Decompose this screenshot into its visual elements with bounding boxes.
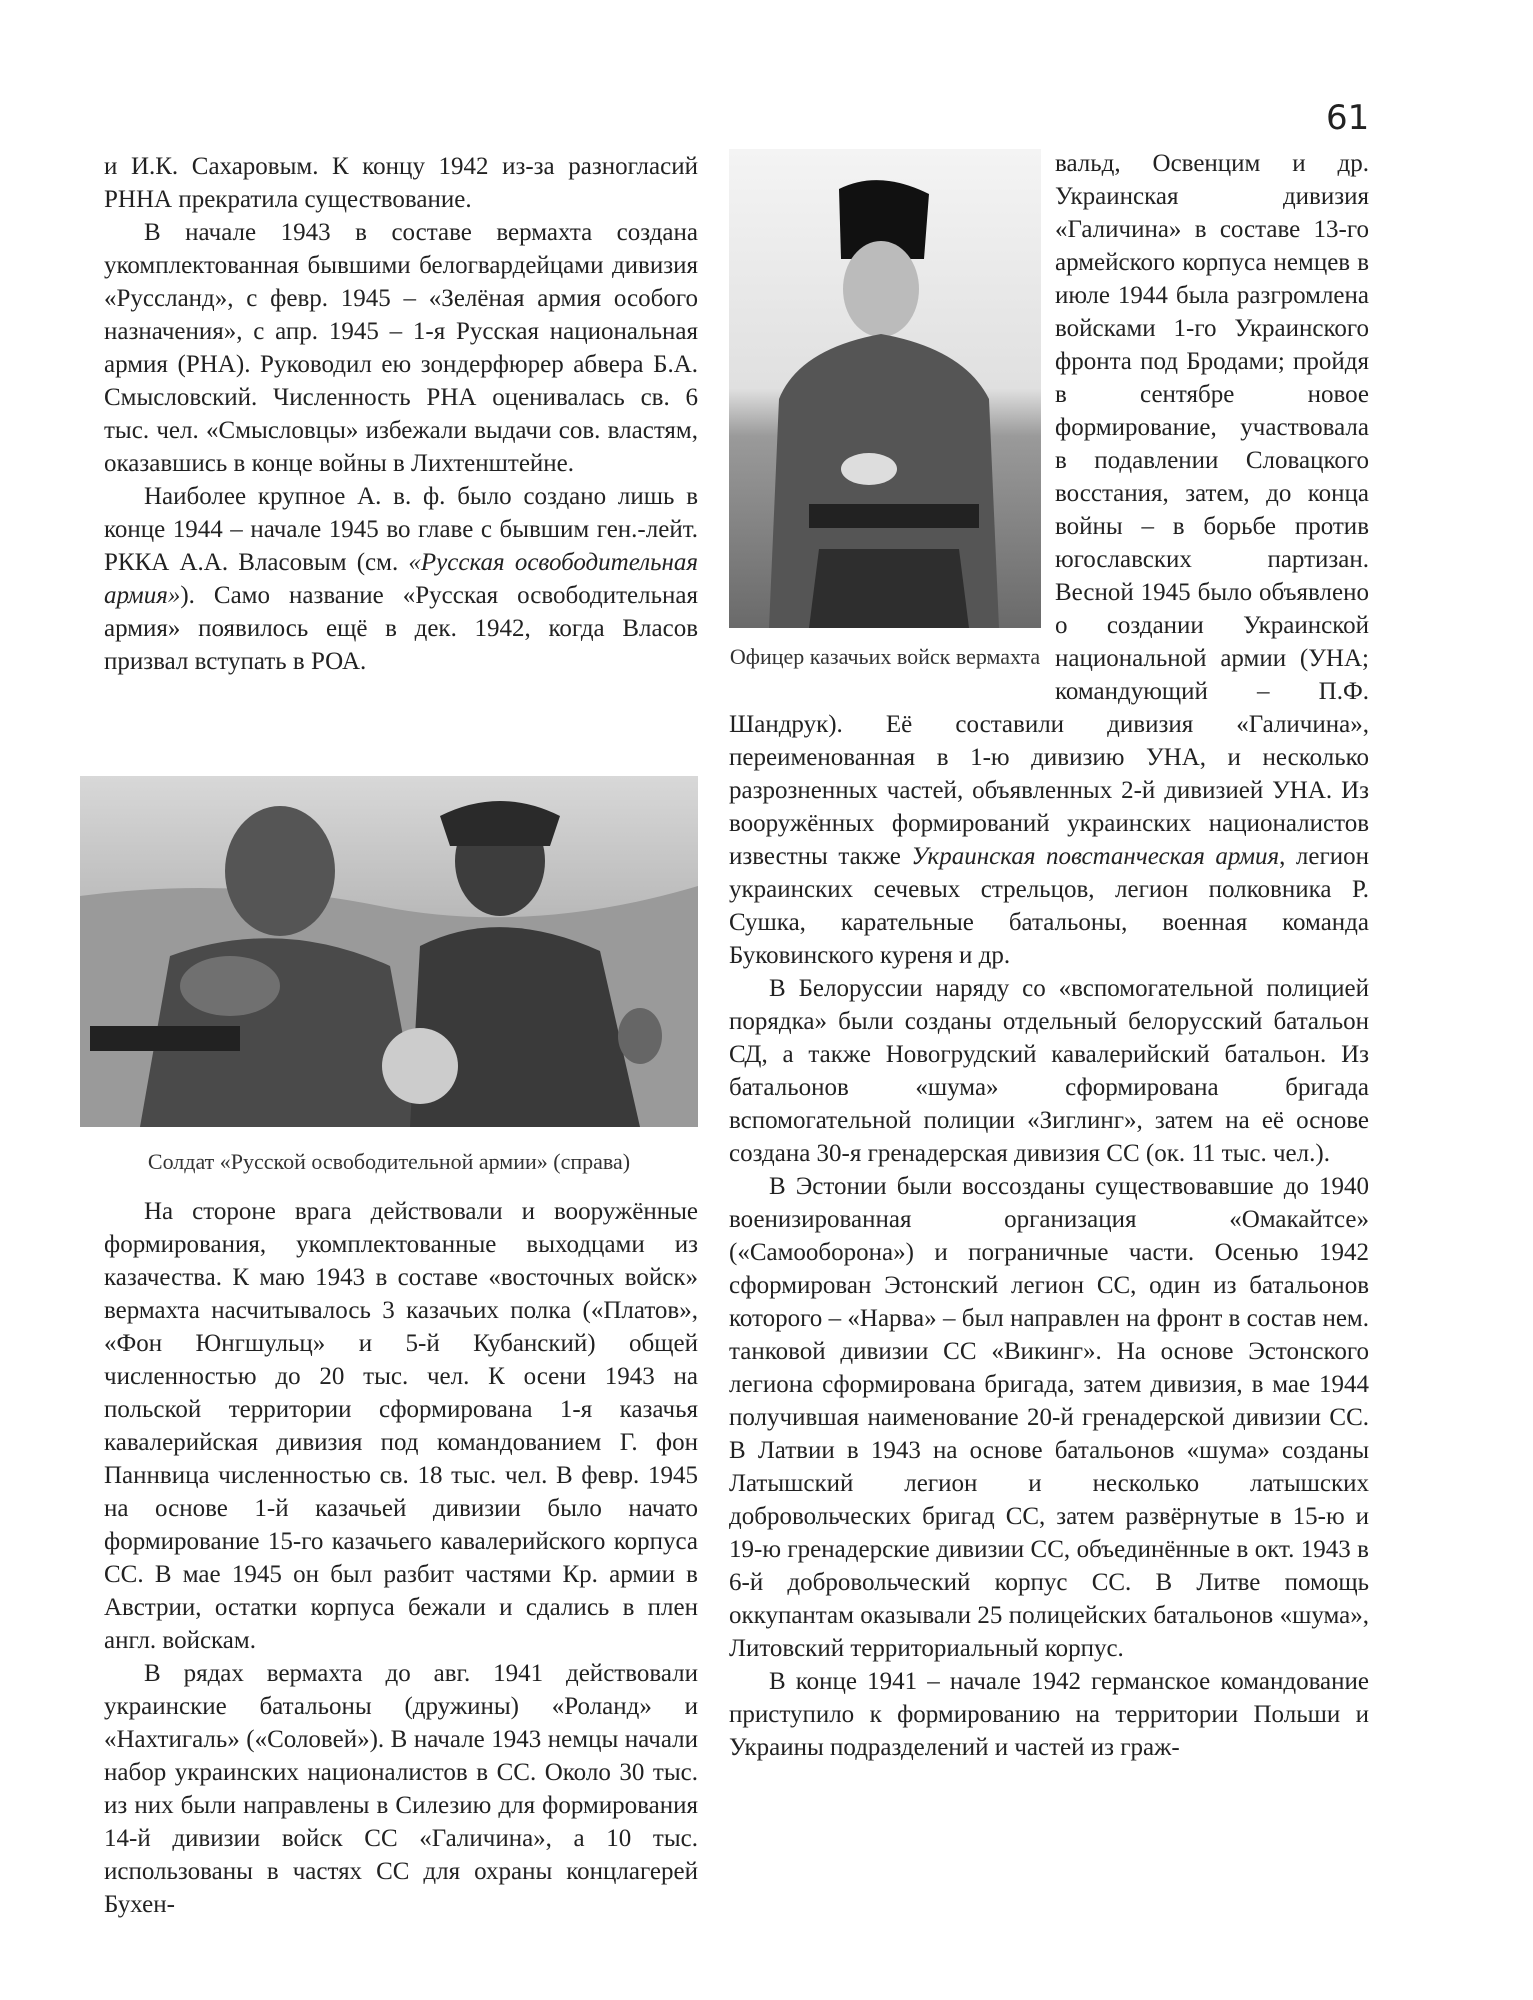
paragraph: В рядах вермахта до авг. 1941 действовали украинские батальоны (дружины) «Роланд» и «Нахтигаль» («Соловей»). В начале 1943 немцы начали набор украинских националистов в СС. Около 30 тыс. из них были направлены в Силезию для формирования 14-й дивизии войск СС «Галичина», а 10 тыс. использованы в частях СС для охраны концлагерей Бухен- <box>104 1660 698 1918</box>
paragraph-text: Наиболее крупное А. в. ф. было создано лишь в конце 1944 – начале 1945 во главе с бывшим ген.-лейт. РККА А.А. Власовым (см. <box>104 483 698 576</box>
left-column-bottom <box>104 1195 698 1921</box>
paragraph: На стороне врага действовали и вооружённые формирования, укомплектованные выходцами из казачества. К маю 1943 в составе «восточных войск» вермахта насчитывалось 3 казачьих полка («Платов», «Фон Юнгшульц» и 5-й Кубанский) общей численностью до 20 тыс. чел. К осени 1943 на польской территории сформирована 1-я казачья кавалерийская дивизия под командованием Г. фон Паннвица численностью св. 18 тыс. чел. В февр. 1945 на основе 1-й казачьей дивизии было начато формирование 15-го казачьего кавалерийского корпуса СС. В мае 1945 он был разбит частями Кр. армии в Австрии, остатки корпуса бежали и сдались в плен англ. войскам. <box>104 1198 698 1654</box>
soldier-photo-image <box>80 776 698 1127</box>
officer-photo-caption: Офицер казачьих войск вермахта <box>729 644 1041 669</box>
paragraph-text: , легион украинских сечевых стрельцов, легион полковника Р. Сушка, карательные батальоны, военная команда Буковинского куреня и др. <box>729 843 1369 969</box>
soldier-photo-caption: Солдат «Русской освободительной армии» (справа) <box>147 1149 631 1174</box>
officer-photo-image <box>729 149 1041 628</box>
cross-reference-link[interactable]: «Русская освободительная армия» <box>104 549 698 609</box>
paragraph <box>104 480 698 678</box>
paragraph-text: вальд, Освенцим и др. Украинская дивизия «Галичина» в составе 13-го армейского корпуса немцев в июле 1944 была разгромлена войсками 1-го Украинского фронта под Бродами; пройдя в сентябре новое формирование, участвовала в подавлении Словацкого восстания, затем, до конца войны – в борьбе против югославских партизан. Весной 1945 было объявлено о создании Украинской национальной армии (УНА; командующий – П.Ф. Шандрук). Её составили дивизия «Галичина», переименованная в 1-ю дивизию УНА, и несколько разрозненных частей, объявленных 2-й дивизией УНА. Из вооружённых формирований украинских националистов известны также <box>729 150 1369 870</box>
paragraph: и И.К. Сахаровым. К концу 1942 из-за разногласий РННА прекратила существование. <box>104 153 698 213</box>
officer-photo <box>729 149 1041 628</box>
paragraph: В Эстонии были воссозданы существовавшие до 1940 военизированная организация «Омакайтсе» («Самооборона») и пограничные части. Осенью 1942 сформирован Эстонский легион СС, один из батальонов которого – «Нарва» – был направлен на фронт в состав нем. танковой дивизии СС «Викинг». На основе Эстонского легиона сформирована бригада, затем дивизия, в мае 1944 получившая наименование 20-й гренадерской дивизии СС. В Латвии в 1943 на основе батальонов «шума» созданы Латышский легион и несколько латышских добровольческих бригад СС, затем развёрнутые в 15-ю и 19-ю гренадерские дивизии СС, объединённые в окт. 1943 в 6-й добровольческий корпус СС. В Литве помощь оккупантам оказывали 25 полицейских батальонов «шума», Литовский территориальный корпус. <box>729 1173 1369 1662</box>
left-column-top <box>104 150 698 678</box>
officer-figure <box>729 149 1041 672</box>
paragraph: В конце 1941 – начале 1942 германское командование приступило к формированию на территории Польши и Украины подразделений и частей из граж- <box>729 1668 1369 1761</box>
paragraph: В начале 1943 в составе вермахта создана укомплектованная бывшими белогвардейцами дивизия «Руссланд», с февр. 1945 – «Зелёная армия особого назначения», с апр. 1945 – 1-я Русская национальная армия (РНА). Руководил ею зондерфюрер абвера Б.А. Смысловский. Численность РНА оценивалась св. 6 тыс. чел. «Смысловцы» избежали выдачи сов. властям, оказавшись в конце войны в Лихтенштейне. <box>104 219 698 477</box>
cross-reference-link[interactable]: Украинская повстанческая армия <box>911 843 1280 870</box>
paragraph: В Белоруссии наряду со «вспомогательной полицией порядка» были созданы отдельный белорусский батальон СД, а также Новогрудский кавалерийский батальон. Из батальонов «шума» сформирована бригада вспомогательной полиции «Зиглинг», затем на её основе создана 30-я гренадерская дивизия СС (ок. 11 тыс. чел.). <box>729 975 1369 1167</box>
page-number: 61 <box>1326 98 1370 138</box>
paragraph-text: ). Само название «Русская освободительная армия» появилось ещё в дек. 1942, когда Власов призвал вступать в РОА. <box>104 582 698 675</box>
right-column <box>729 147 1369 1764</box>
soldier-photo <box>80 776 698 1127</box>
